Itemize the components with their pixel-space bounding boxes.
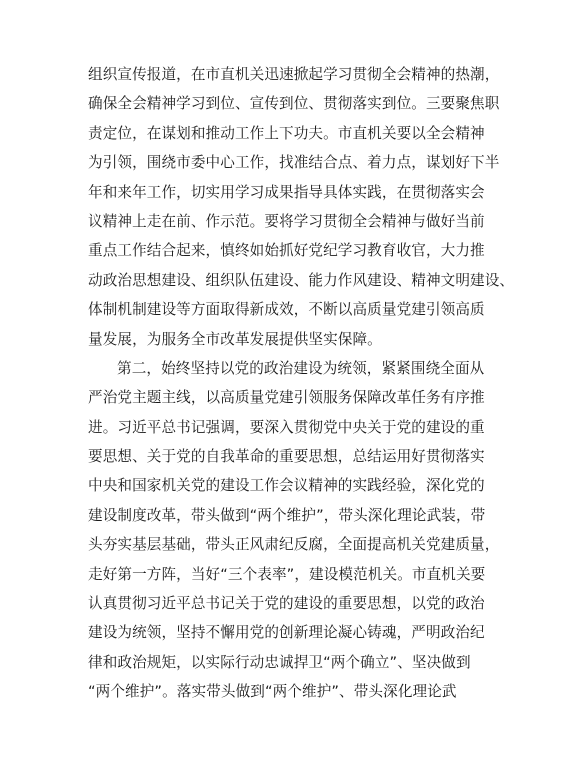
text-line: 议精神上走在前、作示范。要将学习贯彻全会精神与做好当前 — [88, 212, 485, 230]
text-line: 严治党主题主线，以高质量党建引领服务保障改革任务有序推 — [88, 389, 485, 407]
text-line: “两个维护”。落实带头做到“两个维护”、带头深化理论武 — [88, 683, 457, 701]
body-text — [88, 60, 515, 707]
text-line: 中央和国家机关党的建设工作会议精神的实践经验，深化党的 — [88, 477, 485, 495]
text-line: 动政治思想建设、组织队伍建设、能力作风建设、精神文明建设、 — [88, 271, 515, 289]
text-line: 责定位，在谋划和推动工作上下功夫。市直机关要以全会精神 — [88, 124, 485, 142]
text-line: 头夯实基层基础，带头正风肃纪反腐，全面提高机关党建质量， — [88, 536, 500, 554]
paragraph-start-line: 第二，始终坚持以党的政治建设为统领，紧紧围绕全面从 — [117, 359, 485, 377]
text-line: 体制机制建设等方面取得新成效，不断以高质量党建引领高质 — [88, 301, 485, 319]
text-line: 认真贯彻习近平总书记关于党的建设的重要思想，以党的政治 — [88, 595, 485, 613]
text-line: 要思想、关于党的自我革命的重要思想，总结运用好贯彻落实 — [88, 448, 485, 466]
text-line: 建设为统领，坚持不懈用党的创新理论凝心铸魂，严明政治纪 — [88, 624, 485, 642]
text-line: 组织宣传报道，在市直机关迅速掀起学习贯彻全会精神的热潮， — [88, 66, 500, 83]
text-line: 进。习近平总书记强调，要深入贯彻党中央关于党的建设的重 — [88, 418, 485, 436]
text-line: 年和来年工作，切实用学习成果指导具体实践，在贯彻落实会 — [88, 183, 485, 201]
text-line: 量发展，为服务全市改革发展提供坚实保障。 — [88, 330, 382, 348]
text-line: 律和政治规矩，以实际行动忠诚捍卫“两个确立”、坚决做到 — [88, 653, 471, 671]
text-line: 确保全会精神学习到位、宣传到位、贯彻落实到位。三要聚焦职 — [88, 95, 500, 113]
text-line: 走好第一方阵，当好“三个表率”，建设模范机关。市直机关要 — [88, 565, 486, 583]
text-line: 建设制度改革，带头做到“两个维护”，带头深化理论武装，带 — [88, 506, 486, 524]
text-line: 为引领，围绕市委中心工作，找准结合点、着力点，谋划好下半 — [88, 154, 500, 172]
text-line: 重点工作结合起来，慎终如始抓好党纪学习教育收官，大力推 — [88, 242, 485, 260]
